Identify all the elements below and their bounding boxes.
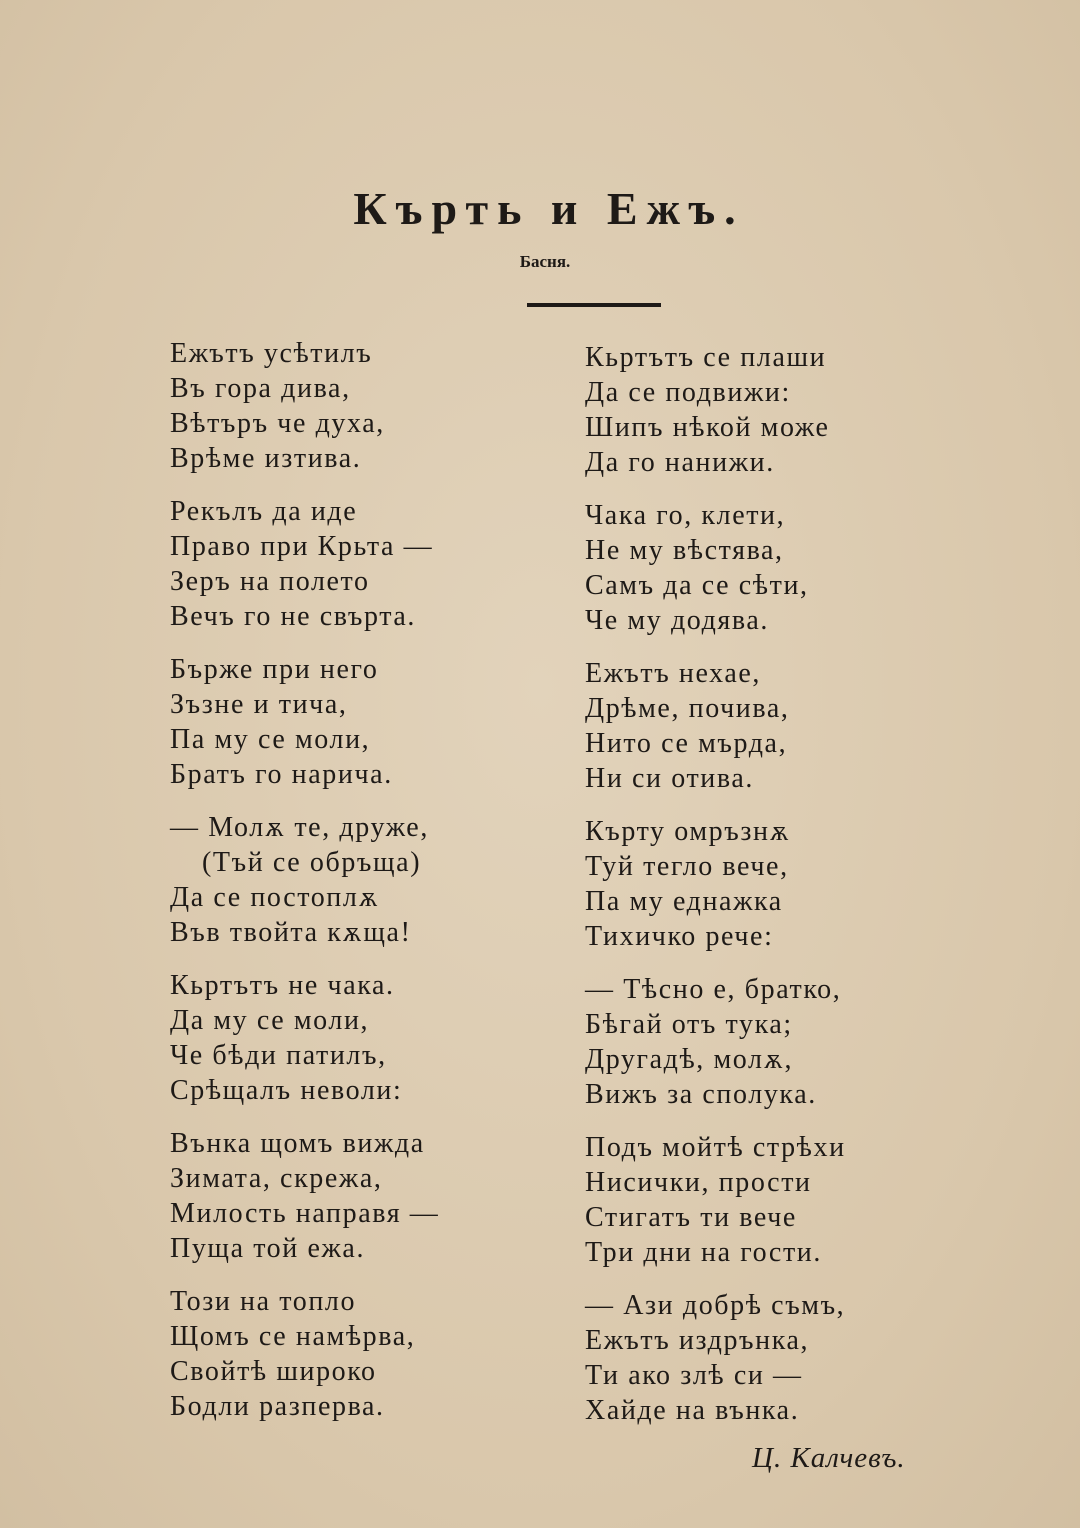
title-divider: [527, 303, 661, 307]
poem-line: Хайде на вънка.: [585, 1395, 800, 1426]
poem-line: Братъ го нарича.: [170, 759, 393, 790]
poem-line: Че му додява.: [585, 605, 769, 636]
poem-line: Да му се моли,: [170, 1005, 370, 1036]
left-column: [170, 336, 550, 1442]
poem-line: Зимата, скрежа,: [170, 1163, 383, 1194]
poem-line: Бѣгай отъ тука;: [585, 1009, 793, 1040]
poem-line: Ежътъ издрънка,: [585, 1325, 810, 1356]
poem-line: — Ази добрѣ съмъ,: [585, 1290, 846, 1321]
poem-line: Бърже при него: [170, 654, 379, 685]
stanza: [585, 656, 965, 796]
poem-line: Да се постоплѫ: [170, 882, 380, 913]
author-signature: Ц. Калчевъ.: [752, 1442, 906, 1474]
poem-line: Ежътъ нехае,: [585, 658, 762, 689]
poem-line: Подъ мойтѣ стрѣхи: [585, 1132, 846, 1163]
poem-line: Дрѣме, почива,: [585, 693, 790, 724]
poem-line: Вижъ за сполука.: [585, 1079, 817, 1110]
stanza: [170, 652, 550, 792]
poem-line: Па му се моли,: [170, 724, 371, 755]
poem-line: Нито се мърда,: [585, 728, 788, 759]
poem-line: Вечъ го не свърта.: [170, 601, 417, 632]
stanza: [585, 1288, 965, 1428]
stanza: [585, 972, 965, 1112]
poem-line: Врѣме изтива.: [170, 443, 362, 474]
poem-line: Зъзне и тича,: [170, 689, 348, 720]
poem-line: Въ гора дива,: [170, 373, 351, 404]
poem-line: Да се подвижи:: [585, 377, 791, 408]
poem-line: Кьртътъ не чака.: [170, 970, 395, 1001]
poem-line: Да го нанижи.: [585, 447, 775, 478]
stanza: [585, 498, 965, 638]
poem-line: Вънка щомъ вижда: [170, 1128, 425, 1159]
stanza: [585, 1130, 965, 1270]
stanza: [585, 340, 965, 480]
poem-line: Този на топло: [170, 1286, 357, 1317]
poem-line: Свойтѣ широко: [170, 1356, 377, 1387]
poem-line: Милость направя —: [170, 1198, 440, 1229]
poem-line: Зеръ на полето: [170, 566, 370, 597]
poem-line: Кьртътъ се плаши: [585, 342, 827, 373]
poem-line: Самъ да се сѣти,: [585, 570, 809, 601]
stanza: [170, 494, 550, 634]
poem-line: Бодли разперва.: [170, 1391, 385, 1422]
poem-title: Кърть и Ежъ.: [353, 183, 745, 234]
poem-line: Щомъ се намѣрва,: [170, 1321, 416, 1352]
poem-line: Стигатъ ти вече: [585, 1202, 797, 1233]
poem-line: Не му вѣстява,: [585, 535, 784, 566]
right-column: [585, 340, 965, 1446]
poem-line: Туй тегло вече,: [585, 851, 789, 882]
stanza: [585, 814, 965, 954]
poem-line: (Тъй се обръща): [202, 847, 422, 878]
poem-subtitle: Басня.: [519, 252, 571, 271]
poem-line: Нисички, прости: [585, 1167, 812, 1198]
poem-line: Три дни на гости.: [585, 1237, 822, 1268]
poem-line: Ни си отива.: [585, 763, 754, 794]
stanza: [170, 1284, 550, 1424]
poem-line: Тихичко рече:: [585, 921, 774, 952]
poem-line: Кърту омръзнѫ: [585, 816, 791, 847]
stanza: [170, 968, 550, 1108]
poem-line: Чака го, клети,: [585, 500, 786, 531]
poem-line: Пуща той ежа.: [170, 1233, 366, 1264]
stanza: [170, 810, 550, 950]
stanza: [170, 336, 550, 476]
poem-line: Другадѣ, молѫ,: [585, 1044, 794, 1075]
poem-line: — Тѣсно е, братко,: [585, 974, 842, 1005]
poem-line: — Молѫ те, друже,: [170, 812, 429, 843]
poem-line: Право при Крьта —: [170, 531, 434, 562]
poem-line: Срѣщалъ неволи:: [170, 1075, 403, 1106]
poem-line: Че бѣди патилъ,: [170, 1040, 387, 1071]
poem-line: Ежътъ усѣтилъ: [170, 338, 373, 369]
stanza: [170, 1126, 550, 1266]
poem-line: Рекълъ да иде: [170, 496, 358, 527]
poem-line: Във твойта кѫща!: [170, 917, 412, 948]
poem-line: Шипъ нѣкой може: [585, 412, 830, 443]
poem-line: Па му еднажка: [585, 886, 783, 917]
poem-line: Вѣтъръ че духа,: [170, 408, 385, 439]
poem-line: Ти ако злѣ си —: [585, 1360, 803, 1391]
